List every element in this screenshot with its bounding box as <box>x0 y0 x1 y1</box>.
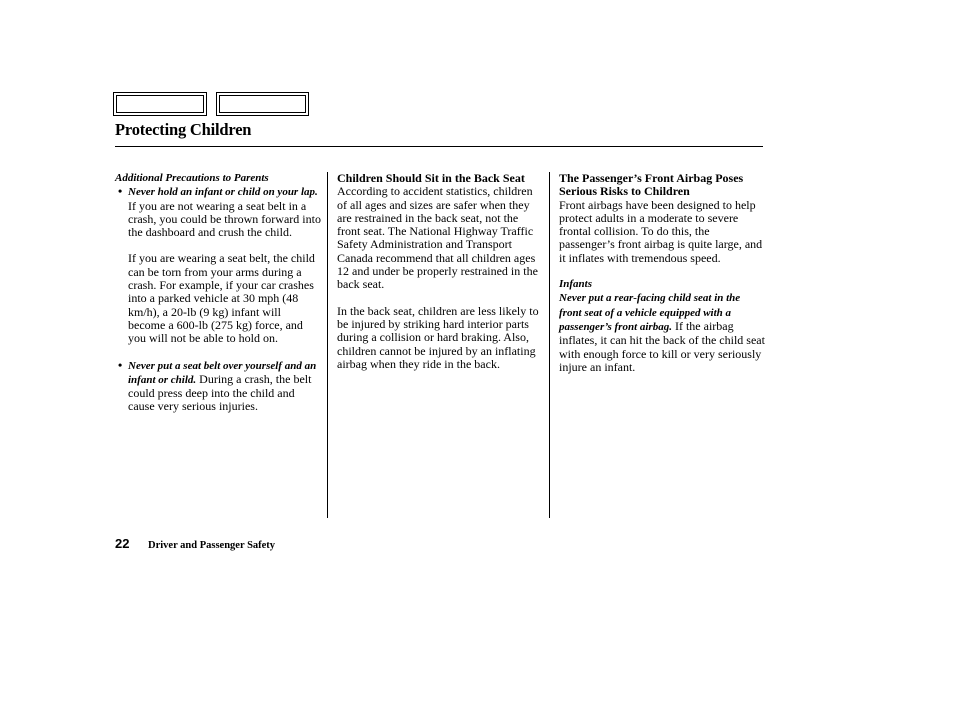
header-tab-box-right <box>216 92 309 116</box>
warning-text: During a crash, the belt could press deep into the child and cause very serious injuries. <box>128 371 312 414</box>
warning-text: If you are not wearing a seat belt in a crash, you could be thrown forward into the dashboard and crush the child. <box>128 198 321 240</box>
column-divider-2 <box>549 172 550 518</box>
title-rule <box>115 146 763 147</box>
section-footer: Driver and Passenger Safety <box>148 540 276 551</box>
warning-text: If the airbag inflates, it can hit the back of the child seat with enough force to kill or very seriously injure an infant. <box>559 318 765 374</box>
warning-paragraph <box>128 185 321 239</box>
precautions-heading: Additional Precautions to Parents <box>115 172 269 184</box>
warning-lead: Never put a seat belt over yourself and an infant or child. <box>128 359 317 386</box>
header-tab-box-left <box>113 92 207 116</box>
warning-paragraph <box>128 359 321 414</box>
body-paragraph: According to accident statistics, children of all ages and sizes are safer when they are restrained in the back seat, not the front seat. The National Highway Traffic Safety Administration and Transport Canada recommend that all children ages 12 and under be properly restrained in the back seat. <box>337 184 538 292</box>
body-paragraph: In the back seat, children are less likely to be injured by striking hard interior parts during a collision or hard braking. Also, children cannot be injured by an inflating airbag when they ride in the back. <box>337 303 539 371</box>
airbag-heading: The Passenger’s Front Airbag Poses Serious Risks to Children <box>559 171 744 199</box>
column-back-seat <box>337 172 543 371</box>
bullet: • <box>118 184 123 199</box>
back-seat-heading: Children Should Sit in the Back Seat <box>337 171 525 185</box>
body-paragraph: If you are wearing a seat belt, the child can be torn from your arms during a crash. For example, if your car crashes into a parked vehicle at 30 mph (48 km/h), a 20-lb (9 kg) infant will become a 600-lb (275 kg) force, and you will not be able to hold on. <box>128 251 315 346</box>
bullet: • <box>118 357 123 372</box>
body-paragraph: Front airbags have been designed to help protect adults in a moderate to severe frontal collision. To do this, the passenger’s front airbag is quite large, and it inflates with tremendous speed. <box>559 197 763 265</box>
column-divider-1 <box>327 172 328 518</box>
column-front-airbag <box>559 172 765 374</box>
warning-lead: Never put a rear-facing child seat in the front seat of a vehicle equipped with a passenger’s front airbag. <box>559 292 741 333</box>
column-precautions <box>115 172 321 414</box>
warning-lead: Never hold an infant or child on your lap. <box>128 186 318 199</box>
page-title: Protecting Children <box>115 120 252 139</box>
warning-paragraph <box>559 291 765 374</box>
page-number: 22 <box>115 536 130 551</box>
list-item <box>115 185 321 239</box>
list-item <box>115 359 321 414</box>
infants-subheading: Infants <box>559 278 593 291</box>
